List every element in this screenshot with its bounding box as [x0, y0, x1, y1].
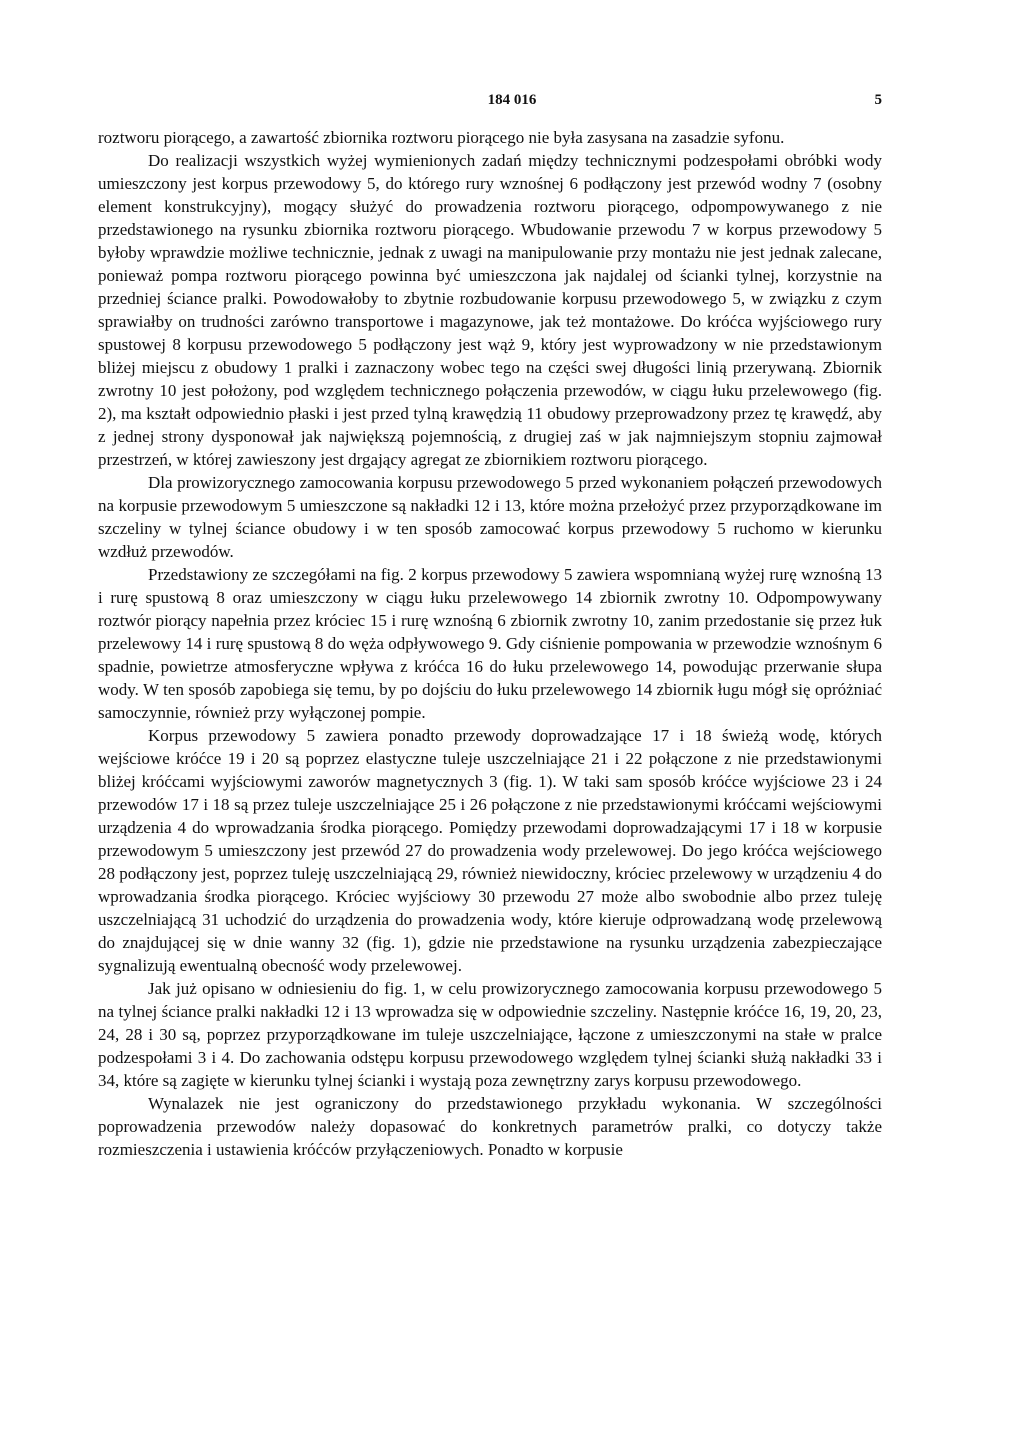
- body-text: [98, 126, 882, 1161]
- page-header: [0, 92, 1024, 114]
- document-number: 184 016: [487, 92, 537, 108]
- paragraph-2: Do realizacji wszystkich wyżej wymienionych zadań między technicznymi podzespołami obróbki wody umieszczony jest korpus przewodowy 5, do którego rury wznośnej 6 podłączony jest przewód wodny 7 (osobny element konstrukcyjny), mogący służyć do prowadzenia roztworu piorącego, odpompowywanego z nie przedstawionego na rysunku zbiornika roztworu piorącego. Wbudowanie przewodu 7 w korpus przewodowy 5 byłoby wprawdzie możliwe technicznie, jednak z uwagi na manipulowanie przy montażu nie jest jednak zalecane, ponieważ pompa roztworu piorącego powinna być umieszczona jak najdalej od ścianki tylnej, korzystnie na przedniej ściance pralki. Powodowałoby to zbytnie rozbudowanie korpusu przewodowego 5, w związku z czym sprawiałby on trudności zarówno transportowe i magazynowe, jak też montażowe. Do króćca wyjściowego rury spustowej 8 korpusu przewodowego 5 podłączony jest wąż 9, który jest wyprowadzony w nie przedstawionym bliżej miejscu z obudowy 1 pralki i zaznaczony wobec tego na części swej długości linią przerywaną. Zbiornik zwrotny 10 jest położony, pod względem technicznego połączenia przewodów, w ciągu łuku przelewowego (fig. 2), ma kształt odpowiednio płaski i jest przed tylną krawędzią 11 obudowy przeprowadzony przez tę krawędź, aby z jednej strony dysponował jak największą pojemnością, z drugiej zaś w jak najmniejszym stopniu zajmował przestrzeń, w której zawieszony jest drgający agregat ze zbiornikiem roztworu piorącego.: [98, 151, 882, 469]
- paragraph-4: Przedstawiony ze szczegółami na fig. 2 korpus przewodowy 5 zawiera wspomnianą wyżej rurę wznośną 13 i rurę spustową 8 oraz umieszczony w ciągu łuku przelewowego 14 zbiornik zwrotny 10. Odpompowywany roztwór piorący napełnia przez króciec 15 i rurę wznośną 6 zbiornik zwrotny 10, zanim przedostanie się przez łuk przelewowy 14 i rurę spustową 8 do węża odpływowego 9. Gdy ciśnienie pompowania w przewodzie wznośnym 6 spadnie, powietrze atmosferyczne wpływa z króćca 16 do łuku przelewowego 14, powodując przerwanie słupa wody. W ten sposób zapobiega się temu, by po dojściu do łuku przelewowego 14 zbiornik ługu mógł się opróżniać samoczynnie, również przy wyłączonej pompie.: [98, 565, 882, 722]
- paragraph-6: Jak już opisano w odniesieniu do fig. 1, w celu prowizorycznego zamocowania korpusu przewodowego 5 na tylnej ściance pralki nakładki 12 i 13 wprowadza się w odpowiednie szczeliny. Następnie króćce 16, 19, 20, 23, 24, 28 i 30 są, poprzez przyporządkowane im tuleje uszczelniające, łączone z umieszczonymi na stałe w pralce podzespołami 3 i 4. Do zachowania odstępu korpusu przewodowego względem tylnej ścianki służą nakładki 33 i 34, które są zagięte w kierunku tylnej ścianki i wystają poza zewnętrzny zarys korpusu przewodowego.: [98, 979, 882, 1090]
- paragraph-3: Dla prowizorycznego zamocowania korpusu przewodowego 5 przed wykonaniem połączeń przewodowych na korpusie przewodowym 5 umieszczone są nakładki 12 i 13, które można przełożyć przez przyporządkowane im szczeliny w tylnej ściance obudowy i w ten sposób zamocować korpus przewodowy 5 ruchomo w kierunku wzdłuż przewodów.: [98, 473, 882, 561]
- page-number: 5: [874, 92, 882, 108]
- paragraph-7: Wynalazek nie jest ograniczony do przedstawionego przykładu wykonania. W szczególności poprowadzenia przewodów należy dopasować do konkretnych parametrów pralki, co dotyczy także rozmieszczenia i ustawienia króćców przyłączeniowych. Ponadto w korpusie: [98, 1094, 882, 1159]
- paragraph-5: Korpus przewodowy 5 zawiera ponadto przewody doprowadzające 17 i 18 świeżą wodę, których wejściowe króćce 19 i 20 są poprzez elastyczne tuleje uszczelniające 21 i 22 połączone z nie przedstawionymi bliżej króćcami wyjściowymi zaworów magnetycznych 3 (fig. 1). W taki sam sposób króćce wyjściowe 23 i 24 przewodów 17 i 18 są przez tuleje uszczelniające 25 i 26 połączone z nie przedstawionymi króćcami wejściowymi urządzenia 4 do wprowadzania środka piorącego. Pomiędzy przewodami doprowadzającymi 17 i 18 w korpusie przewodowym 5 umieszczony jest przewód 27 do prowadzenia wody przelewowej. Do jego króćca wejściowego 28 podłączony jest, poprzez tuleję uszczelniającą 29, również niewidoczny, króciec przelewowy w urządzeniu 4 do wprowadzania środka piorącego. Króciec wyjściowy 30 przewodu 27 może albo swobodnie albo przez tuleję uszczelniającą 31 uchodzić do urządzenia do prowadzenia wody, które kieruje odprowadzaną wodę przelewową do znajdującej się w dnie wanny 32 (fig. 1), gdzie nie przedstawione na rysunku urządzenia zabezpieczające sygnalizują ewentualną obecność wody przelewowej.: [98, 726, 882, 975]
- paragraph-1: roztworu piorącego, a zawartość zbiornika roztworu piorącego nie była zasysana na zasadzie syfonu.: [98, 128, 785, 147]
